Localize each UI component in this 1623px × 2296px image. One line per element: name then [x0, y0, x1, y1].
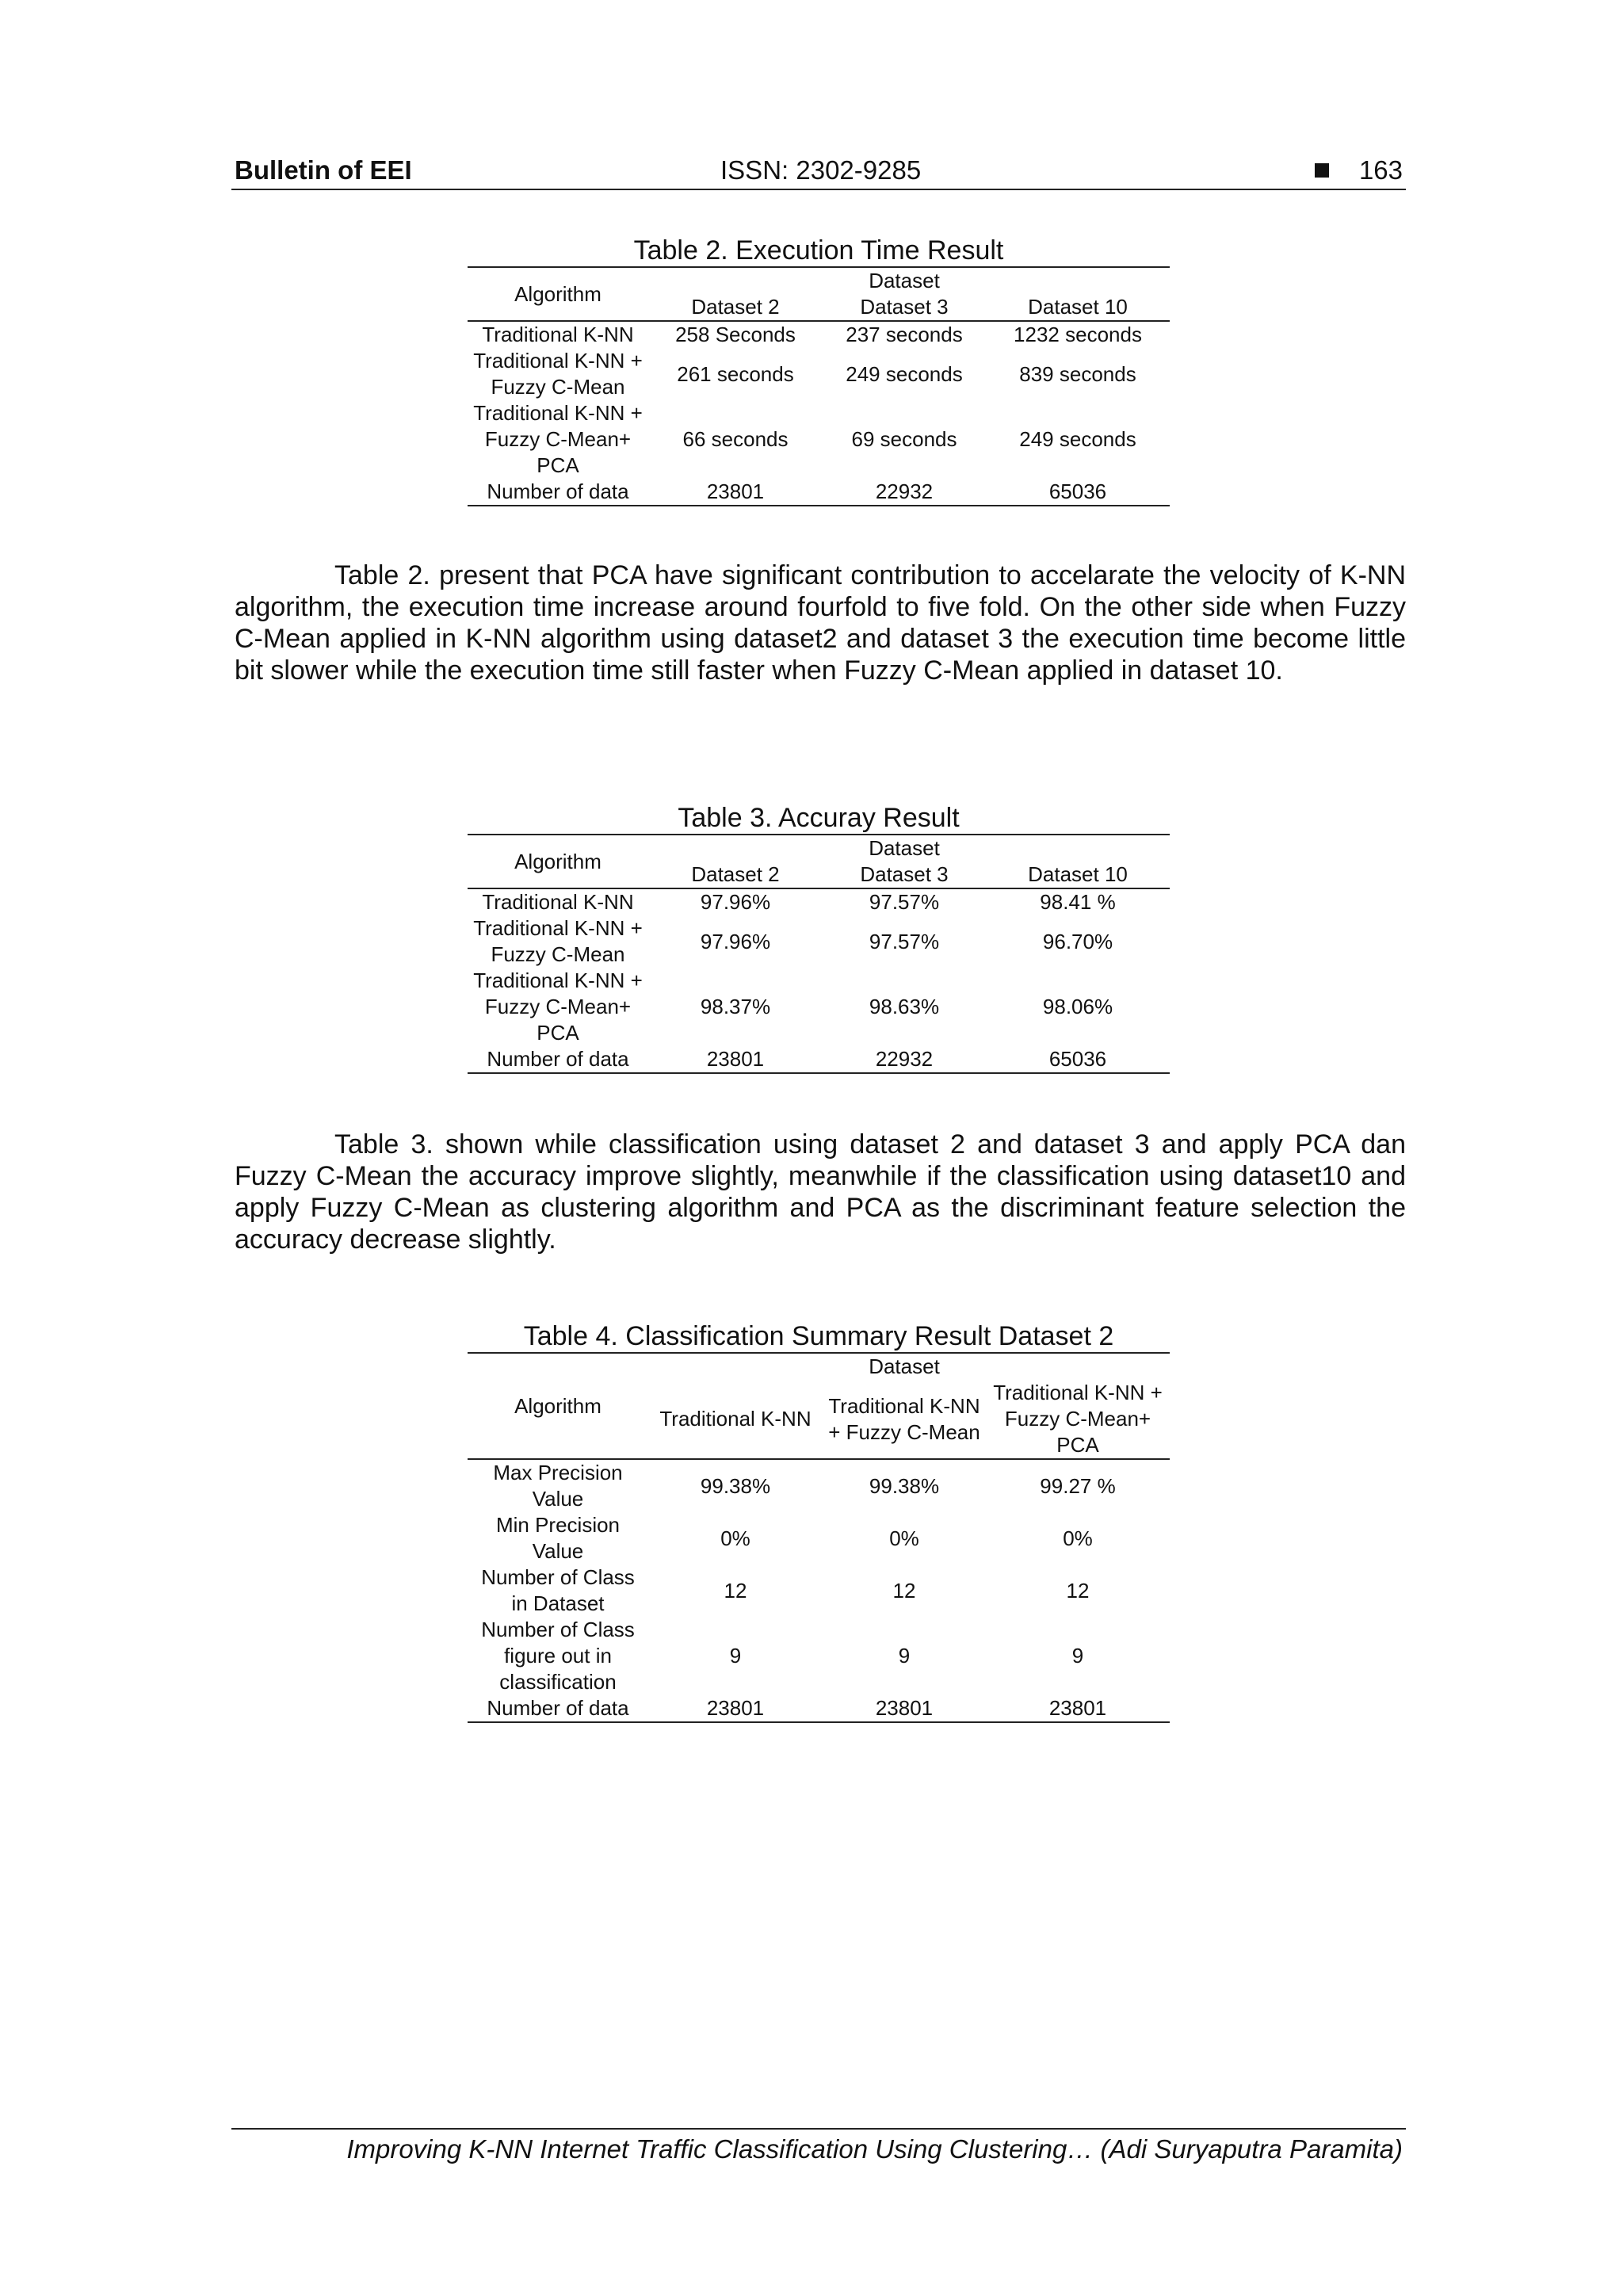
table-2: [468, 266, 1170, 506]
body-paragraph: Table 2. present that PCA have significant contribution to accelarate the velocity of K-NN algorithm, the execution time increase around fourfold to five fold. On the other side when Fuzzy C-Mean applied in K-NN algorithm using dataset2 and dataset 3 the execution time become little bit slower while the execution time still faster when Fuzzy C-Mean applied in dataset 10.: [235, 560, 1406, 686]
table-row: [468, 888, 1170, 915]
table-cell: 96.70%: [1042, 929, 1113, 953]
column-header-algorithm: Algorithm: [468, 835, 648, 888]
row-label: Traditional K-NN + Fuzzy C-Mean: [473, 349, 643, 399]
table-3-caption: Table 3. Accuray Result: [678, 803, 960, 833]
journal-name: Bulletin of EEI: [235, 155, 412, 185]
table-cell: 66 seconds: [682, 427, 789, 451]
column-group-header: Dataset: [823, 267, 986, 294]
row-label: Traditional K-NN: [468, 888, 648, 915]
column-group-header: Dataset: [823, 1353, 986, 1380]
table-2-block: [468, 235, 1170, 506]
column-header-algorithm: Algorithm: [468, 1353, 648, 1459]
table-header-row: [468, 835, 1170, 861]
table-cell: 9: [1071, 1644, 1084, 1668]
row-label: Traditional K-NN + Fuzzy C-Mean+ PCA: [473, 401, 643, 477]
row-label: Max Precision Value: [468, 1459, 648, 1512]
page-header: [231, 155, 1406, 190]
column-header: Dataset 2: [691, 862, 780, 886]
square-bullet-icon: [1315, 163, 1329, 178]
table-row: [468, 1695, 1170, 1722]
body-paragraph: Table 3. shown while classification using dataset 2 and dataset 3 and apply PCA dan Fuzzy C-Mean the accuracy improve slightly, meanwhile if the classification using dataset10 and apply Fuzzy C-Mean as clustering algorithm and PCA as the discriminant feature selection the accuracy decrease slightly.: [235, 1129, 1406, 1255]
row-label: Number of Class in Dataset: [481, 1565, 635, 1615]
table-cell: 22932: [823, 1046, 986, 1073]
table-row: [468, 915, 1170, 968]
table-cell: 249 seconds: [1019, 427, 1136, 451]
running-footer: Improving K-NN Internet Traffic Classification Using Clustering… (Adi Suryaputra Paramita): [346, 2134, 1403, 2164]
table-row: [468, 321, 1170, 348]
table-cell: 69 seconds: [851, 427, 957, 451]
table-row: [468, 1046, 1170, 1073]
table-cell: 0%: [720, 1526, 750, 1550]
table-4: [468, 1352, 1170, 1723]
page-number-area: [1315, 155, 1403, 185]
column-header: Dataset 3: [860, 295, 949, 319]
column-header: Traditional K-NN: [659, 1407, 812, 1431]
table-cell: 258 Seconds: [648, 321, 823, 348]
table-cell: 97.57%: [823, 888, 986, 915]
table-cell: 23801: [986, 1695, 1170, 1722]
table-row: [468, 1459, 1170, 1512]
row-label: Traditional K-NN + Fuzzy C-Mean: [473, 916, 643, 966]
table-cell: 237 seconds: [823, 321, 986, 348]
table-cell: 23801: [823, 1695, 986, 1722]
table-cell: 97.96%: [700, 929, 771, 953]
table-cell: 97.57%: [869, 929, 940, 953]
table-cell: 12: [892, 1578, 916, 1603]
column-header: Traditional K-NN + Fuzzy C-Mean: [828, 1393, 980, 1444]
table-4-caption: Table 4. Classification Summary Result Dataset 2: [523, 1321, 1114, 1351]
table-cell: 0%: [889, 1526, 919, 1550]
row-label: Number of data: [468, 1046, 648, 1073]
table-cell: 98.41 %: [986, 888, 1170, 915]
table-cell: 98.37%: [700, 995, 771, 1018]
page-number: 163: [1358, 155, 1403, 185]
table-row: [468, 1617, 1170, 1695]
table-cell: 12: [1066, 1578, 1090, 1603]
table-cell: 99.38%: [648, 1459, 823, 1512]
column-header: Dataset 10: [1028, 295, 1128, 319]
table-row: [468, 1512, 1170, 1564]
table-cell: 97.96%: [648, 888, 823, 915]
table-cell: 249 seconds: [846, 361, 963, 386]
row-label: Number of data: [468, 1695, 648, 1722]
column-header: Dataset 10: [1028, 862, 1128, 886]
row-label: Traditional K-NN: [468, 321, 648, 348]
table-cell: 98.06%: [1042, 995, 1113, 1018]
table-3-block: [468, 802, 1170, 1074]
row-label: Traditional K-NN + Fuzzy C-Mean+ PCA: [473, 968, 643, 1045]
page-footer: [231, 2128, 1406, 2164]
table-cell: 65036: [986, 1046, 1170, 1073]
table-cell: 65036: [986, 479, 1170, 506]
table-cell: 23801: [648, 1046, 823, 1073]
table-cell: 839 seconds: [1019, 361, 1136, 386]
column-header-algorithm: Algorithm: [468, 267, 648, 321]
row-label: Number of Class figure out in classification: [481, 1618, 635, 1694]
table-cell: 0%: [1063, 1526, 1093, 1550]
table-cell: 99.27 %: [986, 1459, 1170, 1512]
table-cell: 9: [898, 1644, 911, 1668]
table-cell: 22932: [823, 479, 986, 506]
table-cell: 1232 seconds: [986, 321, 1170, 348]
table-cell: 98.63%: [869, 995, 940, 1018]
table-row: [468, 348, 1170, 400]
table-row: [468, 479, 1170, 506]
table-row: [468, 1564, 1170, 1617]
table-2-caption: Table 2. Execution Time Result: [633, 235, 1004, 266]
column-header: Dataset 2: [691, 295, 780, 319]
table-cell: 12: [724, 1578, 747, 1603]
table-header-row: [468, 1353, 1170, 1380]
column-header: Traditional K-NN + Fuzzy C-Mean+ PCA: [993, 1381, 1163, 1457]
table-cell: 23801: [648, 479, 823, 506]
table-4-block: [468, 1320, 1170, 1723]
table-header-row: [468, 267, 1170, 294]
table-cell: 261 seconds: [677, 361, 794, 386]
table-cell: 99.38%: [823, 1459, 986, 1512]
row-label: Number of data: [468, 479, 648, 506]
table-row: [468, 400, 1170, 479]
column-header: Dataset 3: [860, 862, 949, 886]
column-group-header: Dataset: [823, 835, 986, 861]
table-row: [468, 968, 1170, 1046]
table-cell: 23801: [648, 1695, 823, 1722]
table-3: [468, 834, 1170, 1074]
row-label: Min Precision Value: [495, 1513, 621, 1563]
issn: ISSN: 2302-9285: [720, 155, 922, 185]
table-cell: 9: [729, 1644, 742, 1668]
